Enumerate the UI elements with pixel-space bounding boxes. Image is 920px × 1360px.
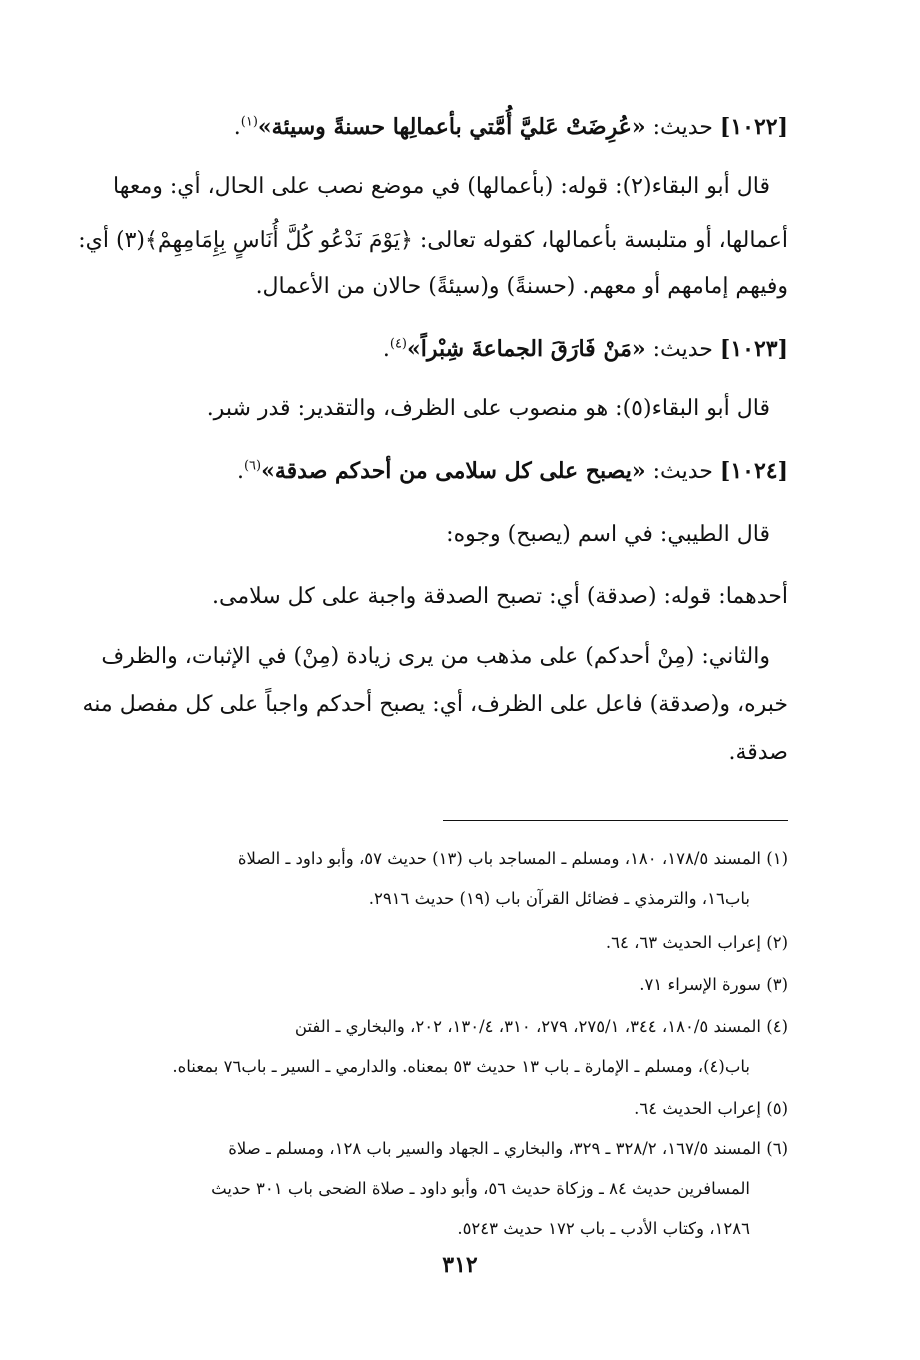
footnote-2: (٢) إعراب الحديث ٦٣، ٦٤. — [605, 933, 788, 952]
hadith-text: «يصبح على كل سلامى من أحدكم صدقة» — [261, 458, 646, 484]
commentary-line: خبره، و(صدقة) فاعل على الظرف، أي: يصبح أحدكم واجباً على كل مفصل منه — [82, 692, 788, 717]
page-number: ٣١٢ — [442, 1252, 478, 1278]
hadith-label: حديث: — [645, 337, 720, 362]
hadith-text: «عُرِضَتْ عَليَّ أُمَّتي بأعمالِها حسنةً وسيئة» — [257, 114, 646, 140]
commentary-line: أحدهما: قوله: (صدقة) أي: تصبح الصدقة واجبة على كل سلامى. — [212, 584, 788, 609]
footnote-separator — [443, 820, 788, 821]
commentary-line: أعمالها، أو متلبسة بأعمالها، كقوله تعالى: ﴿يَوْمَ نَدْعُو كُلَّ أُنَاسٍ بِإِمَامِهِمْ﴾(٣) أي: — [78, 228, 788, 253]
footnote-6-continued: ١٢٨٦، وكتاب الأدب ـ باب ١٧٢ حديث ٥٢٤٣. — [457, 1219, 750, 1238]
hadith-label: حديث: — [645, 459, 720, 484]
footnote-1-continued: باب١٦، والترمذي ـ فضائل القرآن باب (١٩) حديث ٢٩١٦. — [368, 889, 750, 908]
hadith-heading-1022 — [72, 112, 788, 143]
hadith-text: «مَنْ فَارَقَ الجماعةَ شِبْراً» — [407, 336, 646, 362]
commentary-line: قال أبو البقاء(٢): قوله: (بأعمالها) في موضع نصب على الحال، أي: ومعها — [112, 174, 770, 199]
commentary-line: صدقة. — [728, 740, 788, 765]
footnote-5: (٥) إعراب الحديث ٦٤. — [634, 1099, 788, 1118]
footnote-ref: (٦) — [243, 458, 262, 474]
punctuation: . — [236, 459, 244, 484]
hadith-label: حديث: — [645, 115, 720, 140]
hadith-number: [١٠٢٤] — [719, 458, 788, 484]
hadith-heading-1023 — [72, 334, 788, 365]
footnote-4: (٤) المسند ١٨٠/٥، ٣٤٤، ٢٧٥/١، ٢٧٩، ٣١٠، ١٣٠/٤، ٢٠٢، والبخاري ـ الفتن — [294, 1017, 788, 1036]
footnote-3: (٣) سورة الإسراء ٧١. — [639, 975, 788, 994]
punctuation: . — [233, 115, 241, 140]
footnote-ref: (٤) — [389, 336, 407, 352]
punctuation: . — [382, 337, 390, 362]
footnote-4-continued: باب(٤)، ومسلم ـ الإمارة ـ باب ١٣ حديث ٥٣ بمعناه. والدارمي ـ السير ـ باب٧٦ بمعناه. — [172, 1057, 750, 1076]
hadith-number: [١٠٢٣] — [719, 336, 788, 362]
commentary-line: والثاني: (مِنْ أحدكم) على مذهب من يرى زيادة (مِنْ) في الإثبات، والظرف — [101, 644, 770, 669]
commentary-line: قال أبو البقاء(٥): هو منصوب على الظرف، والتقدير: قدر شبر. — [206, 396, 770, 421]
commentary-line: وفيهم إمامهم أو معهم. (حسنةً) و(سيئةً) حالان من الأعمال. — [255, 274, 788, 299]
hadith-heading-1024 — [72, 456, 788, 487]
commentary-line: قال الطيبي: في اسم (يصبح) وجوه: — [446, 522, 770, 547]
footnote-6-continued: المسافرين حديث ٨٤ ـ وزكاة حديث ٥٦، وأبو داود ـ صلاة الضحى باب ٣٠١ حديث — [211, 1179, 750, 1198]
hadith-number: [١٠٢٢] — [719, 114, 788, 140]
footnote-1: (١) المسند ١٧٨/٥، ١٨٠، ومسلم ـ المساجد باب (١٣) حديث ٥٧، وأبو داود ـ الصلاة — [237, 849, 788, 868]
footnote-6: (٦) المسند ١٦٧/٥، ٣٢٨/٢ ـ ٣٢٩، والبخاري ـ الجهاد والسير باب ١٢٨، ومسلم ـ صلاة — [228, 1139, 788, 1158]
footnote-ref: (١) — [240, 114, 258, 130]
